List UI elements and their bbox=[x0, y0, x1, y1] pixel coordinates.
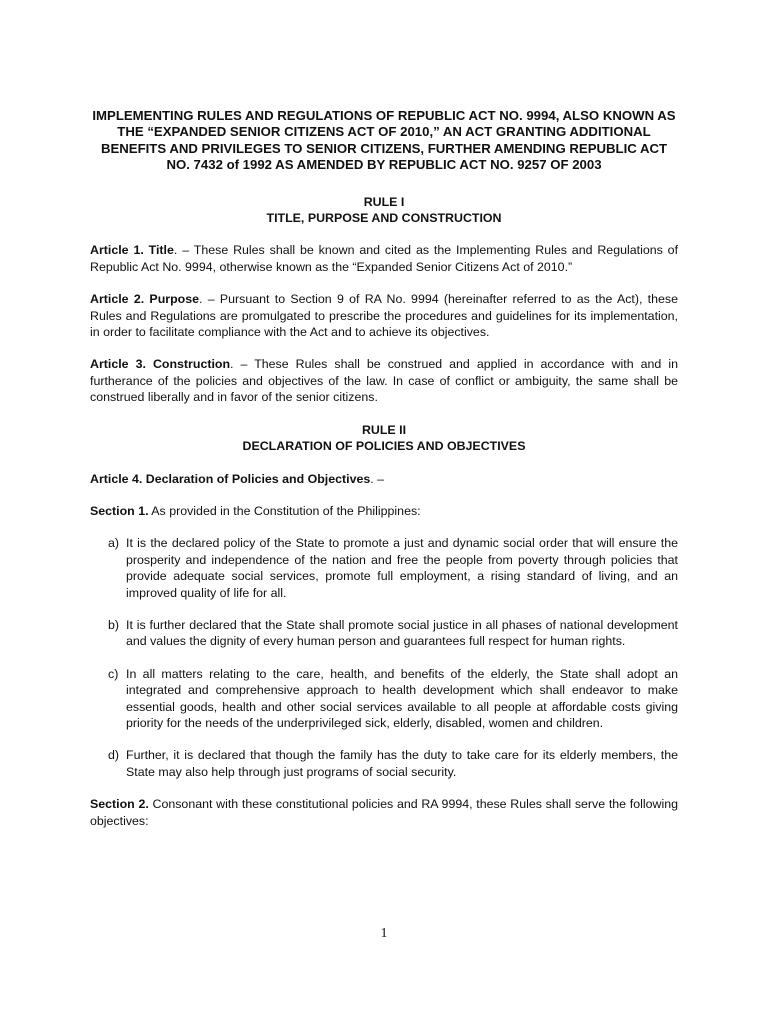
rule-1-number: RULE I bbox=[363, 194, 405, 209]
list-item-marker: c) bbox=[108, 666, 119, 681]
section-2 bbox=[90, 796, 678, 829]
list-item-marker: d) bbox=[108, 748, 120, 763]
article-3-label: Article 3. Construction bbox=[90, 357, 231, 372]
document-title: IMPLEMENTING RULES AND REGULATIONS OF REPUBLIC ACT NO. 9994, ALSO KNOWN AS THE “EXPANDED SENIOR CITIZENS ACT OF 2010,” AN ACT GRANTING ADDITIONAL BENEFITS AND PRIVILEGES TO SENIOR CITIZENS, FURTHER AMENDING REPUBLIC ACT NO. 7432 of 1992 AS AMENDED BY REPUBLIC ACT NO. 9257 OF 2003 bbox=[92, 108, 676, 173]
article-4-label: Article 4. Declaration of Policies and Objectives bbox=[90, 471, 371, 486]
list-item-text: In all matters relating to the care, health, and benefits of the elderly, the State shall adopt an integrated and comprehensive approach to health development which shall endeavor to make essential goods, health and other social services available to all people at affordable costs giving priority for the needs of the underprivileged sick, elderly, disabled, women and children. bbox=[126, 666, 678, 730]
list-item bbox=[90, 535, 678, 601]
rule-2-title: DECLARATION OF POLICIES AND OBJECTIVES bbox=[242, 439, 526, 454]
document-body bbox=[90, 108, 678, 845]
article-4 bbox=[90, 471, 678, 487]
article-2-text: . – Pursuant to Section 9 of RA No. 9994 (hereinafter referred to as the Act), these Rules and Regulations are promulgated to prescribe the procedures and guidelines for its implementation, in order to facilitate compliance with the Act and to achieve its objectives. bbox=[90, 292, 678, 340]
list-item-text: It is the declared policy of the State to promote a just and dynamic social order that will ensure the prosperity and independence of the nation and free the people from poverty through policies that provide adequate social services, promote full employment, a rising standard of living, and an improved quality of life for all. bbox=[126, 536, 678, 600]
list-item-text: Further, it is declared that though the family has the duty to take care for its elderly members, the State may also help through just programs of social security. bbox=[126, 748, 678, 779]
article-2-label: Article 2. Purpose bbox=[90, 292, 200, 307]
section-1-text: As provided in the Constitution of the Philippines: bbox=[148, 503, 421, 518]
article-3-text: . – These Rules shall be construed and applied in accordance with and in furtherance of the policies and objectives of the law. In case of conflict or ambiguity, the same shall be construed liberally and in favor of the senior citizens. bbox=[90, 357, 678, 405]
rule-2-number: RULE II bbox=[361, 422, 407, 437]
article-3 bbox=[90, 356, 678, 405]
list-item-text: It is further declared that the State shall promote social justice in all phases of national development and values the dignity of every human person and guarantees full respect for human rights. bbox=[126, 617, 678, 649]
section-1-label: Section 1. bbox=[90, 503, 149, 518]
list-item-marker: b) bbox=[108, 617, 120, 632]
section-1-list bbox=[90, 535, 678, 780]
article-2 bbox=[90, 291, 678, 340]
article-1-label: Article 1. Title bbox=[90, 243, 174, 258]
page-number: 1 bbox=[380, 926, 388, 941]
list-item bbox=[90, 666, 678, 732]
section-1 bbox=[90, 503, 678, 519]
section-2-label: Section 2. bbox=[90, 797, 149, 812]
article-4-text: . – bbox=[370, 471, 385, 486]
article-1 bbox=[90, 242, 678, 275]
section-2-text: Consonant with these constitutional policies and RA 9994, these Rules shall serve the following objectives: bbox=[90, 797, 678, 828]
article-1-text: . – These Rules shall be known and cited as the Implementing Rules and Regulations of Republic Act No. 9994, otherwise known as the “Expanded Senior Citizens Act of 2010.” bbox=[90, 243, 679, 274]
list-item-marker: a) bbox=[108, 536, 120, 551]
rule-1-heading bbox=[90, 194, 678, 227]
list-item bbox=[90, 747, 678, 780]
rule-1-title: TITLE, PURPOSE AND CONSTRUCTION bbox=[266, 211, 502, 226]
rule-2-heading bbox=[90, 422, 678, 455]
list-item bbox=[90, 617, 678, 650]
